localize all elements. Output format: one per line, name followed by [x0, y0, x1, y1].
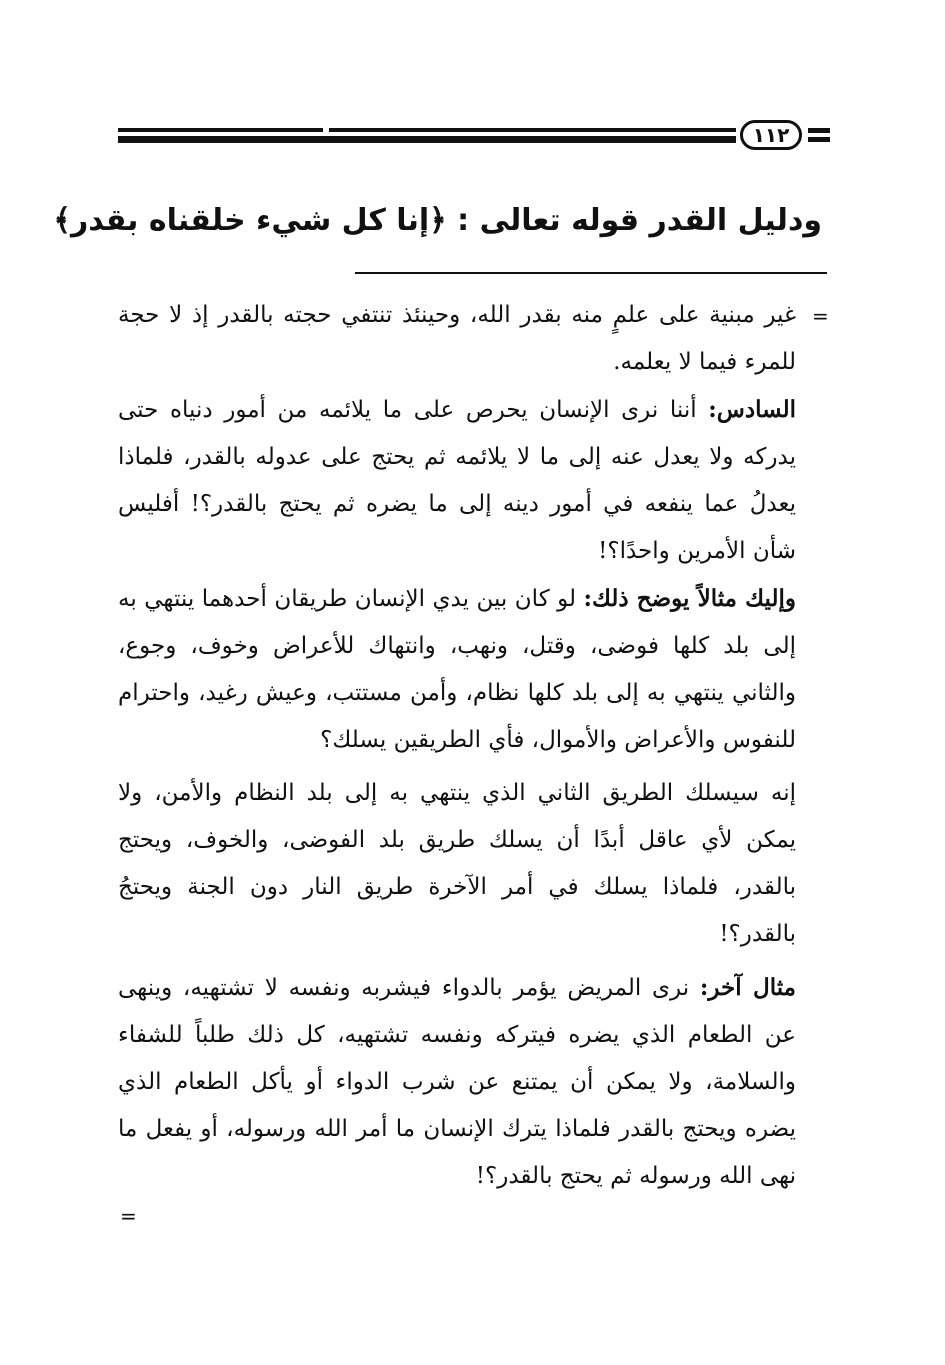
page-header — [118, 118, 830, 152]
heading-lead: ودليل القدر قوله تعالى : — [457, 203, 822, 238]
heading-quran-quote: ﴿إنا كل شيء خلقناه بقدر﴾ — [53, 203, 447, 238]
header-rule-right-top — [808, 128, 830, 133]
body-text — [118, 292, 796, 1200]
page-number: ١١٢ — [740, 120, 802, 150]
paragraph-text: إنه سيسلك الطريق الثاني الذي ينتهي به إلى بلد النظام والأمن، ولا يمكن لأي عاقل أبدًا أن يسلك طريق بلد الفوضى، والخوف، ويحتج بالقدر، فلماذا يسلك في أمر الآخرة طريق النار دون الجنة ويحتجُ بالقدر؟! — [118, 780, 796, 947]
continuation-mark-end: = — [120, 1204, 137, 1228]
paragraph — [118, 964, 796, 1200]
header-rule-top — [118, 128, 736, 132]
heading-underline — [355, 272, 827, 274]
paragraph-text: غير مبنية على علمٍ منه بقدر الله، وحينئذ تنتفي حجته بالقدر إذ لا حجة للمرء فيما لا يعلمه. — [118, 302, 796, 375]
paragraph-label: وإليك مثالاً يوضح ذلك: — [583, 585, 797, 612]
paragraph — [118, 386, 796, 575]
paragraph-label: مثال آخر: — [699, 974, 796, 1001]
paragraph-label: السادس: — [708, 396, 796, 423]
paragraph-text: لو كان بين يدي الإنسان طريقان أحدهما ينتهي به إلى بلد كلها فوضى، وقتل، ونهب، وانتهاك للأعراض وخوف، وجوع، والثاني ينتهي به إلى بلد كلها نظام، وأمن مستتب، وعيش رغيد، واحترام للنفوس والأعراض والأموال، فأي الطريقين يسلك؟ — [118, 586, 796, 753]
paragraph-text: نرى المريض يؤمر بالدواء فيشربه ونفسه لا تشتهيه، وينهى عن الطعام الذي يضره فيتركه ونفسه تشتهيه، كل ذلك طلباً للشفاء والسلامة، ولا يمكن أن يمتنع عن شرب الدواء أو يأكل الطعام الذي يضره ويحتج بالقدر فلماذا يترك الإنسان ما أمر الله ورسوله، أو يفعل ما نهى الله ورسوله ثم يحتج بالقدر؟! — [118, 975, 796, 1189]
header-rule-right-bottom — [808, 137, 830, 142]
paragraph — [118, 292, 796, 386]
header-rule-bottom — [118, 136, 736, 143]
paragraph — [118, 575, 796, 764]
header-rule-gap — [323, 128, 329, 132]
paragraph — [118, 770, 796, 958]
paragraph-text: أننا نرى الإنسان يحرص على ما يلائمه من أمور دنياه حتى يدركه ولا يعدل عنه إلى ما لا يلائمه ثم يحتج على عدوله بالقدر، فلماذا يعدلُ عما ينفعه في أمور دينه إلى ما يضره ثم يحتج بالقدر؟! أفليس شأن الأمرين واحدًا؟! — [118, 397, 796, 564]
continuation-mark-start: = — [812, 304, 829, 328]
section-heading — [53, 194, 822, 248]
